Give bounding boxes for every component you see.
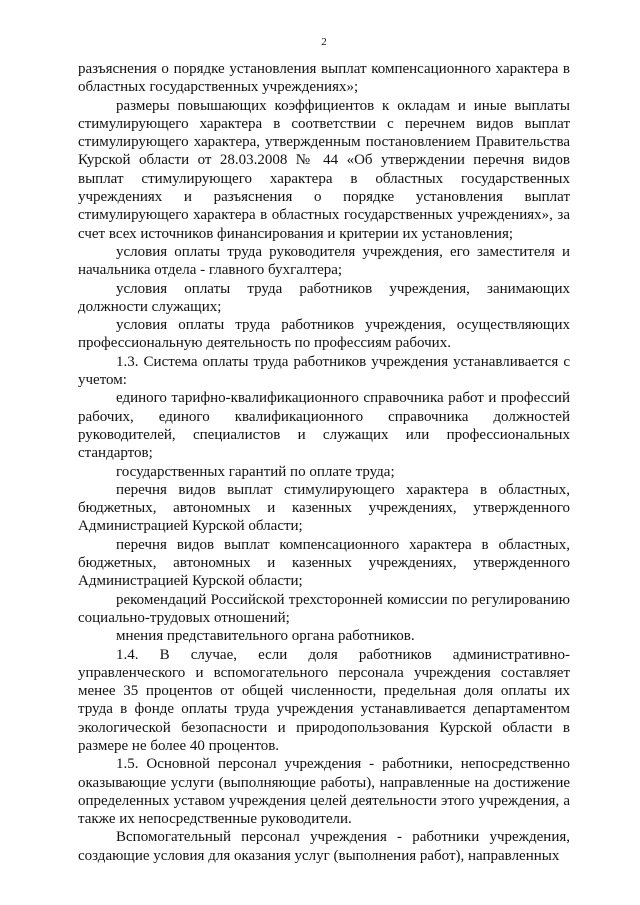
paragraph-1: разъяснения о порядке установления выплат компенсационного характера в областных государственных учреждениях»;	[78, 61, 570, 96]
paragraph-13: 1.4. В случае, если доля работников административно-управленческого и вспомогательного персонала учреждения составляет менее 35 процентов от общей численности, предельная доля оплаты их труда в фонде оплаты труда учреждения устанавливается департаментом экологической безопасности и природопользования Курской области в размере не более 40 процентов.	[78, 646, 570, 754]
paragraph-12: мнения представительного органа работников.	[116, 628, 415, 645]
paragraph-10: перечня видов выплат компенсационного характера в областных, бюджетных, автономных и казенных учреждениях, утвержденного Администрацией Курской области;	[78, 536, 570, 590]
paragraph-3: условия оплаты труда руководителя учреждения, его заместителя и начальника отдела - главного бухгалтера;	[78, 243, 570, 279]
paragraph-7: единого тарифно-квалификационного справочника работ и профессий рабочих, единого квалификационного справочника должностей руководителей, специалистов и служащих или профессиональных стандартов;	[78, 390, 570, 462]
page-number: 2	[321, 36, 327, 48]
paragraph-6: 1.3. Система оплаты труда работников учреждения устанавливается с учетом:	[78, 353, 570, 389]
paragraph-14: 1.5. Основной персонал учреждения - работники, непосредственно оказывающие услуги (выполняющие работы), направленные на достижение определенных уставом учреждения целей деятельности этого учреждения, а также их непосредственные руководители.	[78, 756, 570, 828]
paragraph-4: условия оплаты труда работников учреждения, занимающих должности служащих;	[78, 280, 570, 315]
paragraph-2: размеры повышающих коэффициентов к окладам и иные выплаты стимулирующего характера в соответствии с перечнем видов выплат стимулирующего характера, утвержденным постановлением Правительства Курской области от 28.03.2008 № 44 «Об утверждении перечня видов выплат стимулирующего характера в областных государственных учреждениях и разъяснения о порядке установления выплат стимулирующего характера в областных государственных учреждениях», за счет всех источников финансирования и критерии их установления;	[78, 97, 570, 242]
paragraph-8: государственных гарантий по оплате труда;	[116, 463, 395, 480]
paragraph-15: Вспомогательный персонал учреждения - работники учреждения, создающие условия для оказания услуг (выполнения работ), направленных	[78, 829, 570, 864]
paragraph-11: рекомендаций Российской трехсторонней комиссии по регулированию социально-трудовых отношений;	[78, 591, 570, 626]
paragraph-9: перечня видов выплат стимулирующего характера в областных, бюджетных, автономных и казенных учреждениях, утвержденного Администрацией Курской области;	[78, 481, 570, 535]
paragraph-5: условия оплаты труда работников учреждения, осуществляющих профессиональную деятельность по профессиям рабочих.	[78, 317, 570, 352]
